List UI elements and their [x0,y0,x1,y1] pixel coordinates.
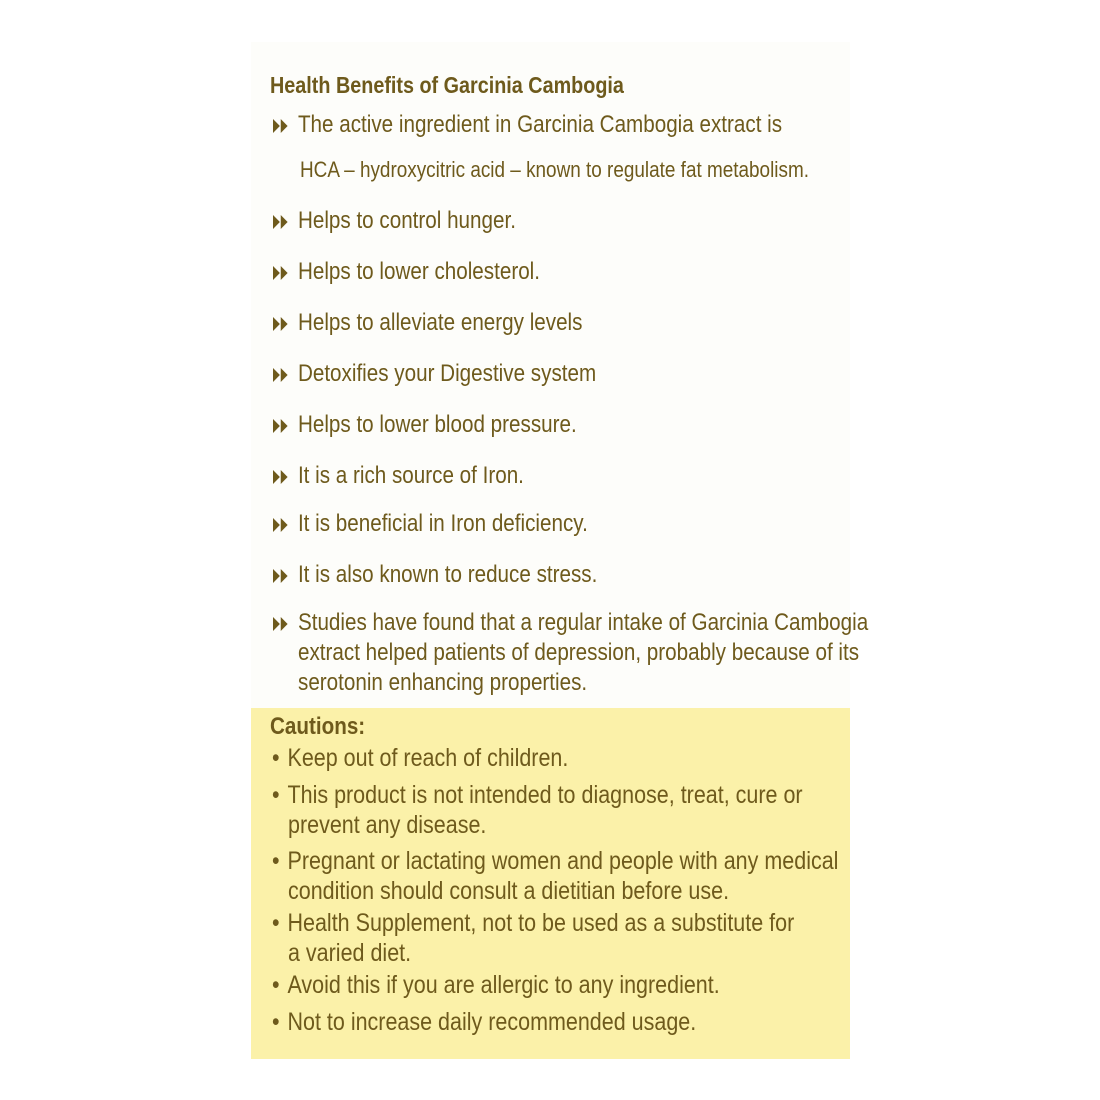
caution-text: Pregnant or lactating women and people with any medical [287,847,839,875]
benefit-item [273,410,577,440]
benefit-item [273,206,516,236]
benefit-text: The active ingredient in Garcinia Cambogia extract is [297,111,783,138]
caution-item [272,908,794,938]
bullet-icon: • [272,909,280,937]
caution-item [272,970,720,1000]
benefit-continuation [300,155,809,185]
caution-continuation [288,938,411,968]
caution-text-line2: prevent any disease. [288,811,487,839]
benefit-continuation [298,638,859,668]
benefit-continuation [298,668,587,698]
benefit-text: Detoxifies your Digestive system [297,360,597,387]
caution-text-line2: condition should consult a dietitian before use. [288,877,730,905]
benefit-text: Helps to lower cholesterol. [297,258,541,285]
benefit-text: It is also known to reduce stress. [297,561,598,588]
double-arrow-icon [273,419,288,433]
caution-item [272,743,568,773]
double-arrow-icon [273,569,288,583]
benefit-item [273,509,588,539]
caution-text: Health Supplement, not to be used as a substitute for [287,909,795,937]
double-arrow-icon [273,317,288,331]
caution-continuation [288,810,486,840]
caution-text-line2: a varied diet. [288,939,412,967]
benefit-text: It is a rich source of Iron. [297,462,524,489]
benefit-item [273,308,582,338]
benefit-text: Helps to lower blood pressure. [297,411,577,438]
benefit-text-line3: serotonin enhancing properties. [298,669,588,696]
benefit-text: Helps to control hunger. [297,207,516,234]
caution-text: Keep out of reach of children. [287,744,569,772]
benefits-heading: Health Benefits of Garcinia Cambogia [270,72,624,98]
bullet-icon: • [272,781,280,809]
cautions-heading: Cautions: [270,713,366,740]
bullet-icon: • [272,744,280,772]
benefit-item [273,359,596,389]
double-arrow-icon [273,119,288,133]
benefit-item [273,461,524,491]
benefit-text: It is beneficial in Iron deficiency. [297,510,588,537]
benefit-item [273,257,540,287]
double-arrow-icon [273,617,288,631]
caution-item [272,846,838,876]
double-arrow-icon [273,215,288,229]
caution-text: This product is not intended to diagnose, treat, cure or [287,781,803,809]
benefit-text-line2: HCA – hydroxycitric acid – known to regulate fat metabolism. [300,157,809,182]
caution-text: Not to increase daily recommended usage. [287,1008,697,1036]
benefit-text-line2: extract helped patients of depression, probably because of its [298,639,860,666]
double-arrow-icon [273,368,288,382]
caution-continuation [288,876,729,906]
benefit-item [273,608,868,638]
caution-item [272,780,803,810]
bullet-icon: • [272,1008,280,1036]
benefit-item [273,560,597,590]
bullet-icon: • [272,847,280,875]
benefit-text: Helps to alleviate energy levels [297,309,583,336]
double-arrow-icon [273,470,288,484]
benefit-text: Studies have found that a regular intake of Garcinia Cambogia [297,609,869,636]
double-arrow-icon [273,266,288,280]
bullet-icon: • [272,971,280,999]
double-arrow-icon [273,518,288,532]
caution-item [272,1007,696,1037]
caution-text: Avoid this if you are allergic to any ingredient. [287,971,720,999]
benefit-item [273,110,782,140]
